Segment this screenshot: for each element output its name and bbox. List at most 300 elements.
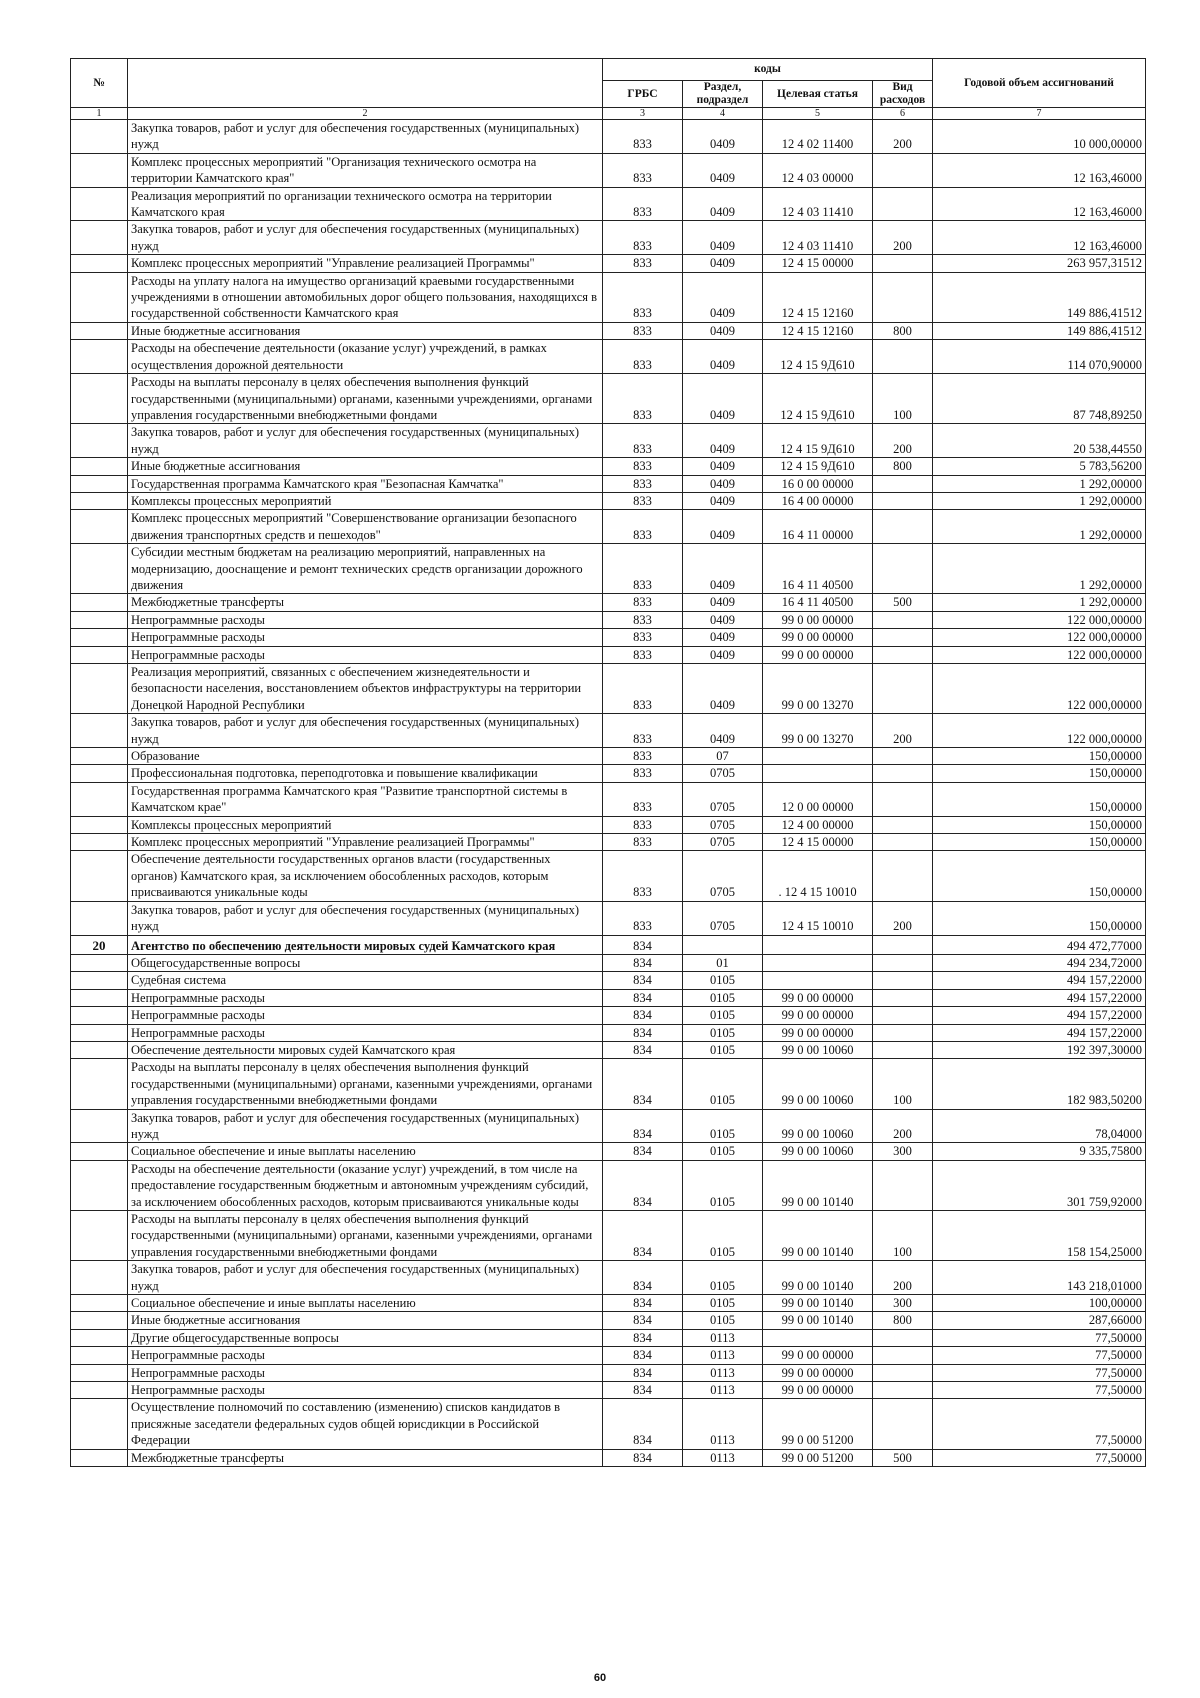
row-number-cell xyxy=(71,1007,128,1024)
row-number-cell xyxy=(71,782,128,816)
row-number-cell xyxy=(71,646,128,663)
grbs-cell: 833 xyxy=(603,765,683,782)
section-cell: 0113 xyxy=(683,1347,763,1364)
row-name-cell: Расходы на выплаты персоналу в целях обеспечения выполнения функций государственными (муниципальными) органами, казенными учреждениями, органами управления государственными внебюджетными фондами xyxy=(128,1211,603,1261)
target-cell xyxy=(763,935,873,954)
budget-sheet xyxy=(70,58,1145,1467)
grbs-cell: 834 xyxy=(603,1211,683,1261)
target-cell: 12 4 15 9Д610 xyxy=(763,458,873,475)
table-row xyxy=(71,1364,1146,1381)
grbs-cell: 833 xyxy=(603,492,683,509)
row-name-cell: Непрограммные расходы xyxy=(128,1382,603,1399)
amount-cell: 77,50000 xyxy=(933,1364,1146,1381)
amount-cell: 494 472,77000 xyxy=(933,935,1146,954)
grbs-cell: 833 xyxy=(603,611,683,628)
expense-type-cell xyxy=(873,1160,933,1210)
grbs-cell: 833 xyxy=(603,255,683,272)
expense-type-cell: 800 xyxy=(873,1312,933,1329)
amount-cell: 494 157,22000 xyxy=(933,989,1146,1006)
row-number-cell xyxy=(71,510,128,544)
row-number-cell xyxy=(71,272,128,322)
grbs-cell: 834 xyxy=(603,1041,683,1058)
grbs-cell: 833 xyxy=(603,748,683,765)
target-cell: 99 0 00 51200 xyxy=(763,1399,873,1449)
grbs-cell: 833 xyxy=(603,714,683,748)
target-cell xyxy=(763,765,873,782)
row-number-cell xyxy=(71,322,128,339)
row-name-cell: Профессиональная подготовка, переподготовка и повышение квалификации xyxy=(128,765,603,782)
table-row xyxy=(71,1312,1146,1329)
section-cell: 0409 xyxy=(683,374,763,424)
table-row xyxy=(71,1109,1146,1143)
table-row xyxy=(71,255,1146,272)
amount-cell: 192 397,30000 xyxy=(933,1041,1146,1058)
grbs-cell: 833 xyxy=(603,851,683,901)
grbs-cell: 834 xyxy=(603,1295,683,1312)
grbs-cell: 834 xyxy=(603,1449,683,1466)
grbs-cell: 834 xyxy=(603,1382,683,1399)
section-cell: 0105 xyxy=(683,1261,763,1295)
row-number-cell xyxy=(71,1364,128,1381)
section-cell: 0705 xyxy=(683,816,763,833)
section-cell: 0105 xyxy=(683,989,763,1006)
amount-cell: 77,50000 xyxy=(933,1449,1146,1466)
section-cell: 0113 xyxy=(683,1364,763,1381)
expense-type-cell xyxy=(873,748,933,765)
table-row xyxy=(71,221,1146,255)
table-header xyxy=(71,59,1146,120)
grbs-cell: 833 xyxy=(603,374,683,424)
amount-cell: 122 000,00000 xyxy=(933,629,1146,646)
amount-cell: 150,00000 xyxy=(933,901,1146,935)
amount-cell: 150,00000 xyxy=(933,851,1146,901)
target-cell: 12 4 15 00000 xyxy=(763,255,873,272)
expense-type-cell xyxy=(873,272,933,322)
row-name-cell: Закупка товаров, работ и услуг для обеспечения государственных (муниципальных) нужд xyxy=(128,901,603,935)
row-name-cell: Иные бюджетные ассигнования xyxy=(128,1312,603,1329)
expense-type-cell xyxy=(873,954,933,971)
target-cell: 99 0 00 10060 xyxy=(763,1041,873,1058)
amount-cell: 12 163,46000 xyxy=(933,221,1146,255)
row-name-cell: Реализация мероприятий по организации технического осмотра на территории Камчатского края xyxy=(128,187,603,221)
row-number-cell xyxy=(71,714,128,748)
expense-type-cell xyxy=(873,544,933,594)
row-number-cell xyxy=(71,340,128,374)
section-cell: 0409 xyxy=(683,646,763,663)
column-number: 2 xyxy=(128,108,603,120)
target-cell: 16 4 11 40500 xyxy=(763,544,873,594)
table-row xyxy=(71,765,1146,782)
row-number-cell xyxy=(71,374,128,424)
row-number-cell xyxy=(71,1261,128,1295)
row-name-cell: Межбюджетные трансферты xyxy=(128,594,603,611)
target-cell: 99 0 00 00000 xyxy=(763,1347,873,1364)
grbs-cell: 834 xyxy=(603,1007,683,1024)
table-row xyxy=(71,1449,1146,1466)
expense-type-cell: 800 xyxy=(873,458,933,475)
row-name-cell: Обеспечение деятельности мировых судей Камчатского края xyxy=(128,1041,603,1058)
header-name xyxy=(128,59,603,108)
row-name-cell: Расходы на обеспечение деятельности (оказание услуг) учреждений, в том числе на предоставление государственным бюджетным и автономным учреждениям субсидий, за исключением обособленных расходов, которым присваиваются уникальные коды xyxy=(128,1160,603,1210)
row-name-cell: Другие общегосударственные вопросы xyxy=(128,1329,603,1346)
header-codes: коды xyxy=(603,59,933,81)
row-number-cell xyxy=(71,989,128,1006)
expense-type-cell xyxy=(873,816,933,833)
table-row xyxy=(71,340,1146,374)
amount-cell: 182 983,50200 xyxy=(933,1059,1146,1109)
amount-cell: 494 157,22000 xyxy=(933,1007,1146,1024)
section-cell: 0113 xyxy=(683,1329,763,1346)
expense-type-cell xyxy=(873,1041,933,1058)
row-name-cell: Государственная программа Камчатского края "Развитие транспортной системы в Камчатском крае" xyxy=(128,782,603,816)
row-name-cell: Расходы на выплаты персоналу в целях обеспечения выполнения функций государственными (муниципальными) органами, казенными учреждениями, органами управления государственными внебюджетными фондами xyxy=(128,374,603,424)
section-cell: 0105 xyxy=(683,1295,763,1312)
target-cell: 99 0 00 10140 xyxy=(763,1312,873,1329)
row-number-cell xyxy=(71,475,128,492)
expense-type-cell: 200 xyxy=(873,714,933,748)
section-cell: 0409 xyxy=(683,629,763,646)
amount-cell: 114 070,90000 xyxy=(933,340,1146,374)
grbs-cell: 833 xyxy=(603,153,683,187)
target-cell: 12 4 15 9Д610 xyxy=(763,340,873,374)
amount-cell: 1 292,00000 xyxy=(933,475,1146,492)
row-number-cell xyxy=(71,1160,128,1210)
row-number-cell xyxy=(71,901,128,935)
expense-type-cell: 200 xyxy=(873,120,933,154)
expense-type-cell: 100 xyxy=(873,374,933,424)
table-row xyxy=(71,851,1146,901)
table-row xyxy=(71,458,1146,475)
amount-cell: 20 538,44550 xyxy=(933,424,1146,458)
target-cell xyxy=(763,748,873,765)
section-cell: 0105 xyxy=(683,1109,763,1143)
row-number-cell xyxy=(71,1024,128,1041)
row-name-cell: Комплекс процессных мероприятий "Управление реализацией Программы" xyxy=(128,255,603,272)
section-cell: 0409 xyxy=(683,510,763,544)
section-cell: 0105 xyxy=(683,1312,763,1329)
row-number-cell xyxy=(71,954,128,971)
grbs-cell: 833 xyxy=(603,340,683,374)
target-cell: 99 0 00 00000 xyxy=(763,611,873,628)
column-number: 5 xyxy=(763,108,873,120)
row-number-cell xyxy=(71,187,128,221)
target-cell: 12 4 15 00000 xyxy=(763,834,873,851)
row-number-cell xyxy=(71,1041,128,1058)
expense-type-cell xyxy=(873,340,933,374)
amount-cell: 149 886,41512 xyxy=(933,322,1146,339)
amount-cell: 1 292,00000 xyxy=(933,510,1146,544)
expense-type-cell: 200 xyxy=(873,221,933,255)
amount-cell: 100,00000 xyxy=(933,1295,1146,1312)
row-name-cell: Комплекс процессных мероприятий "Совершенствование организации безопасного движения транспортных средств и пешеходов" xyxy=(128,510,603,544)
target-cell: 99 0 00 00000 xyxy=(763,1007,873,1024)
expense-type-cell: 500 xyxy=(873,1449,933,1466)
grbs-cell: 834 xyxy=(603,1399,683,1449)
expense-type-cell xyxy=(873,1329,933,1346)
table-body xyxy=(71,120,1146,1467)
target-cell xyxy=(763,954,873,971)
grbs-cell: 834 xyxy=(603,972,683,989)
row-name-cell: Закупка товаров, работ и услуг для обеспечения государственных (муниципальных) нужд xyxy=(128,1261,603,1295)
section-cell: 0105 xyxy=(683,1160,763,1210)
table-row xyxy=(71,954,1146,971)
row-name-cell: Закупка товаров, работ и услуг для обеспечения государственных (муниципальных) нужд xyxy=(128,714,603,748)
row-name-cell: Субсидии местным бюджетам на реализацию мероприятий, направленных на модернизацию, дооснащение и ремонт технических средств организации дорожного движения xyxy=(128,544,603,594)
row-number-cell xyxy=(71,664,128,714)
row-number-cell xyxy=(71,1059,128,1109)
section-cell: 0113 xyxy=(683,1399,763,1449)
amount-cell: 10 000,00000 xyxy=(933,120,1146,154)
target-cell: 99 0 00 10060 xyxy=(763,1109,873,1143)
table-row xyxy=(71,1024,1146,1041)
row-name-cell: Закупка товаров, работ и услуг для обеспечения государственных (муниципальных) нужд xyxy=(128,1109,603,1143)
row-number-cell xyxy=(71,255,128,272)
amount-cell: 77,50000 xyxy=(933,1382,1146,1399)
section-cell: 0409 xyxy=(683,187,763,221)
table-row xyxy=(71,475,1146,492)
target-cell: 99 0 00 00000 xyxy=(763,1382,873,1399)
target-cell: 16 4 11 40500 xyxy=(763,594,873,611)
target-cell: 12 4 03 11410 xyxy=(763,187,873,221)
row-name-cell: Обеспечение деятельности государственных органов власти (государственных органов) Камчатского края, за исключением обособленных расходов, которым присваиваются уникальные коды xyxy=(128,851,603,901)
amount-cell: 143 218,01000 xyxy=(933,1261,1146,1295)
grbs-cell: 834 xyxy=(603,1059,683,1109)
section-cell: 0705 xyxy=(683,851,763,901)
column-number: 6 xyxy=(873,108,933,120)
target-cell: 99 0 00 10140 xyxy=(763,1160,873,1210)
table-row xyxy=(71,748,1146,765)
grbs-cell: 833 xyxy=(603,901,683,935)
row-number-cell xyxy=(71,1382,128,1399)
table-row xyxy=(71,594,1146,611)
amount-cell: 122 000,00000 xyxy=(933,611,1146,628)
target-cell: . 12 4 15 10010 xyxy=(763,851,873,901)
row-number-cell xyxy=(71,1312,128,1329)
grbs-cell: 833 xyxy=(603,221,683,255)
section-cell: 0705 xyxy=(683,834,763,851)
target-cell: 12 4 02 11400 xyxy=(763,120,873,154)
row-name-cell: Непрограммные расходы xyxy=(128,1024,603,1041)
target-cell: 12 0 00 00000 xyxy=(763,782,873,816)
amount-cell: 122 000,00000 xyxy=(933,714,1146,748)
grbs-cell: 833 xyxy=(603,834,683,851)
amount-cell: 150,00000 xyxy=(933,816,1146,833)
expense-type-cell: 500 xyxy=(873,594,933,611)
amount-cell: 149 886,41512 xyxy=(933,272,1146,322)
amount-cell: 301 759,92000 xyxy=(933,1160,1146,1210)
amount-cell: 263 957,31512 xyxy=(933,255,1146,272)
table-row xyxy=(71,120,1146,154)
grbs-cell: 833 xyxy=(603,544,683,594)
expense-type-cell xyxy=(873,851,933,901)
row-number-cell xyxy=(71,221,128,255)
row-number-cell xyxy=(71,748,128,765)
amount-cell: 1 292,00000 xyxy=(933,492,1146,509)
row-number-cell xyxy=(71,1347,128,1364)
table-row xyxy=(71,1143,1146,1160)
table-row xyxy=(71,646,1146,663)
row-number-cell xyxy=(71,424,128,458)
expense-type-cell xyxy=(873,475,933,492)
amount-cell: 122 000,00000 xyxy=(933,664,1146,714)
table-row xyxy=(71,153,1146,187)
table-row xyxy=(71,1211,1146,1261)
target-cell: 99 0 00 10060 xyxy=(763,1143,873,1160)
target-cell: 12 4 15 9Д610 xyxy=(763,374,873,424)
table-row xyxy=(71,374,1146,424)
section-cell: 0409 xyxy=(683,714,763,748)
expense-type-cell: 200 xyxy=(873,1261,933,1295)
target-cell: 12 4 15 10010 xyxy=(763,901,873,935)
row-number-cell xyxy=(71,1143,128,1160)
target-cell: 99 0 00 00000 xyxy=(763,646,873,663)
row-number-cell xyxy=(71,1399,128,1449)
table-row xyxy=(71,1041,1146,1058)
table-row xyxy=(71,935,1146,954)
target-cell: 16 4 11 00000 xyxy=(763,510,873,544)
amount-cell: 150,00000 xyxy=(933,765,1146,782)
target-cell: 99 0 00 13270 xyxy=(763,664,873,714)
target-cell: 12 4 03 11410 xyxy=(763,221,873,255)
table-row xyxy=(71,1007,1146,1024)
expense-type-cell: 300 xyxy=(873,1143,933,1160)
expense-type-cell xyxy=(873,664,933,714)
table-row xyxy=(71,816,1146,833)
row-name-cell: Комплексы процессных мероприятий xyxy=(128,492,603,509)
section-cell: 0409 xyxy=(683,492,763,509)
table-row xyxy=(71,1059,1146,1109)
column-number: 1 xyxy=(71,108,128,120)
table-row xyxy=(71,1160,1146,1210)
row-name-cell: Закупка товаров, работ и услуг для обеспечения государственных (муниципальных) нужд xyxy=(128,424,603,458)
row-number-cell xyxy=(71,544,128,594)
section-cell: 0105 xyxy=(683,1211,763,1261)
amount-cell: 5 783,56200 xyxy=(933,458,1146,475)
target-cell: 12 4 00 00000 xyxy=(763,816,873,833)
section-cell xyxy=(683,935,763,954)
row-name-cell: Закупка товаров, работ и услуг для обеспечения государственных (муниципальных) нужд xyxy=(128,120,603,154)
grbs-cell: 833 xyxy=(603,782,683,816)
table-row xyxy=(71,989,1146,1006)
table-row xyxy=(71,901,1146,935)
amount-cell: 494 157,22000 xyxy=(933,972,1146,989)
grbs-cell: 833 xyxy=(603,424,683,458)
table-row xyxy=(71,1261,1146,1295)
amount-cell: 150,00000 xyxy=(933,748,1146,765)
target-cell: 12 4 03 00000 xyxy=(763,153,873,187)
row-name-cell: Судебная система xyxy=(128,972,603,989)
expense-type-cell xyxy=(873,1347,933,1364)
grbs-cell: 833 xyxy=(603,322,683,339)
table-row xyxy=(71,492,1146,509)
amount-cell: 9 335,75800 xyxy=(933,1143,1146,1160)
table-row xyxy=(71,272,1146,322)
column-number: 7 xyxy=(933,108,1146,120)
section-cell: 07 xyxy=(683,748,763,765)
amount-cell: 87 748,89250 xyxy=(933,374,1146,424)
grbs-cell: 834 xyxy=(603,1329,683,1346)
expense-type-cell: 100 xyxy=(873,1059,933,1109)
column-number: 3 xyxy=(603,108,683,120)
table-row xyxy=(71,629,1146,646)
section-cell: 0409 xyxy=(683,594,763,611)
header-grbs: ГРБС xyxy=(603,81,683,108)
expense-type-cell: 200 xyxy=(873,1109,933,1143)
section-cell: 0409 xyxy=(683,322,763,339)
row-name-cell: Комплекс процессных мероприятий "Управление реализацией Программы" xyxy=(128,834,603,851)
expense-type-cell: 800 xyxy=(873,322,933,339)
section-cell: 0409 xyxy=(683,424,763,458)
section-cell: 0409 xyxy=(683,255,763,272)
row-number-cell xyxy=(71,120,128,154)
row-name-cell: Расходы на обеспечение деятельности (оказание услуг) учреждений, в рамках осуществления дорожной деятельности xyxy=(128,340,603,374)
section-cell: 0409 xyxy=(683,153,763,187)
header-expense-type: Вид расходов xyxy=(873,81,933,108)
expense-type-cell xyxy=(873,629,933,646)
section-cell: 0705 xyxy=(683,765,763,782)
row-name-cell: Закупка товаров, работ и услуг для обеспечения государственных (муниципальных) нужд xyxy=(128,221,603,255)
section-cell: 0409 xyxy=(683,221,763,255)
amount-cell: 122 000,00000 xyxy=(933,646,1146,663)
amount-cell: 77,50000 xyxy=(933,1329,1146,1346)
expense-type-cell xyxy=(873,989,933,1006)
target-cell: 99 0 00 00000 xyxy=(763,629,873,646)
column-number: 4 xyxy=(683,108,763,120)
row-name-cell: Иные бюджетные ассигнования xyxy=(128,322,603,339)
row-number-cell xyxy=(71,1109,128,1143)
target-cell: 12 4 15 9Д610 xyxy=(763,424,873,458)
target-cell: 16 0 00 00000 xyxy=(763,475,873,492)
grbs-cell: 833 xyxy=(603,120,683,154)
table-row xyxy=(71,510,1146,544)
table-row xyxy=(71,1399,1146,1449)
section-cell: 0409 xyxy=(683,611,763,628)
expense-type-cell xyxy=(873,1382,933,1399)
row-number-cell xyxy=(71,492,128,509)
row-name-cell: Непрограммные расходы xyxy=(128,1364,603,1381)
table-row xyxy=(71,544,1146,594)
row-name-cell: Непрограммные расходы xyxy=(128,989,603,1006)
grbs-cell: 833 xyxy=(603,594,683,611)
row-name-cell: Социальное обеспечение и иные выплаты населению xyxy=(128,1295,603,1312)
amount-cell: 12 163,46000 xyxy=(933,153,1146,187)
table-row xyxy=(71,322,1146,339)
row-number-cell xyxy=(71,153,128,187)
row-number-cell xyxy=(71,834,128,851)
amount-cell: 494 157,22000 xyxy=(933,1024,1146,1041)
amount-cell: 158 154,25000 xyxy=(933,1211,1146,1261)
expense-type-cell xyxy=(873,646,933,663)
amount-cell: 1 292,00000 xyxy=(933,594,1146,611)
row-name-cell: Расходы на уплату налога на имущество организаций краевыми государственными учреждениями в отношении автомобильных дорог общего пользования, находящихся в государственной собственности Камчатского края xyxy=(128,272,603,322)
expense-type-cell: 200 xyxy=(873,424,933,458)
amount-cell: 150,00000 xyxy=(933,782,1146,816)
target-cell: 99 0 00 00000 xyxy=(763,1024,873,1041)
section-cell: 0705 xyxy=(683,901,763,935)
expense-type-cell xyxy=(873,510,933,544)
amount-cell: 12 163,46000 xyxy=(933,187,1146,221)
row-name-cell: Государственная программа Камчатского края "Безопасная Камчатка" xyxy=(128,475,603,492)
row-name-cell: Непрограммные расходы xyxy=(128,1347,603,1364)
section-cell: 0105 xyxy=(683,1143,763,1160)
grbs-cell: 833 xyxy=(603,272,683,322)
header-target: Целевая статья xyxy=(763,81,873,108)
table-row xyxy=(71,611,1146,628)
section-cell: 0705 xyxy=(683,782,763,816)
section-cell: 0409 xyxy=(683,475,763,492)
grbs-cell: 833 xyxy=(603,458,683,475)
grbs-cell: 834 xyxy=(603,1024,683,1041)
